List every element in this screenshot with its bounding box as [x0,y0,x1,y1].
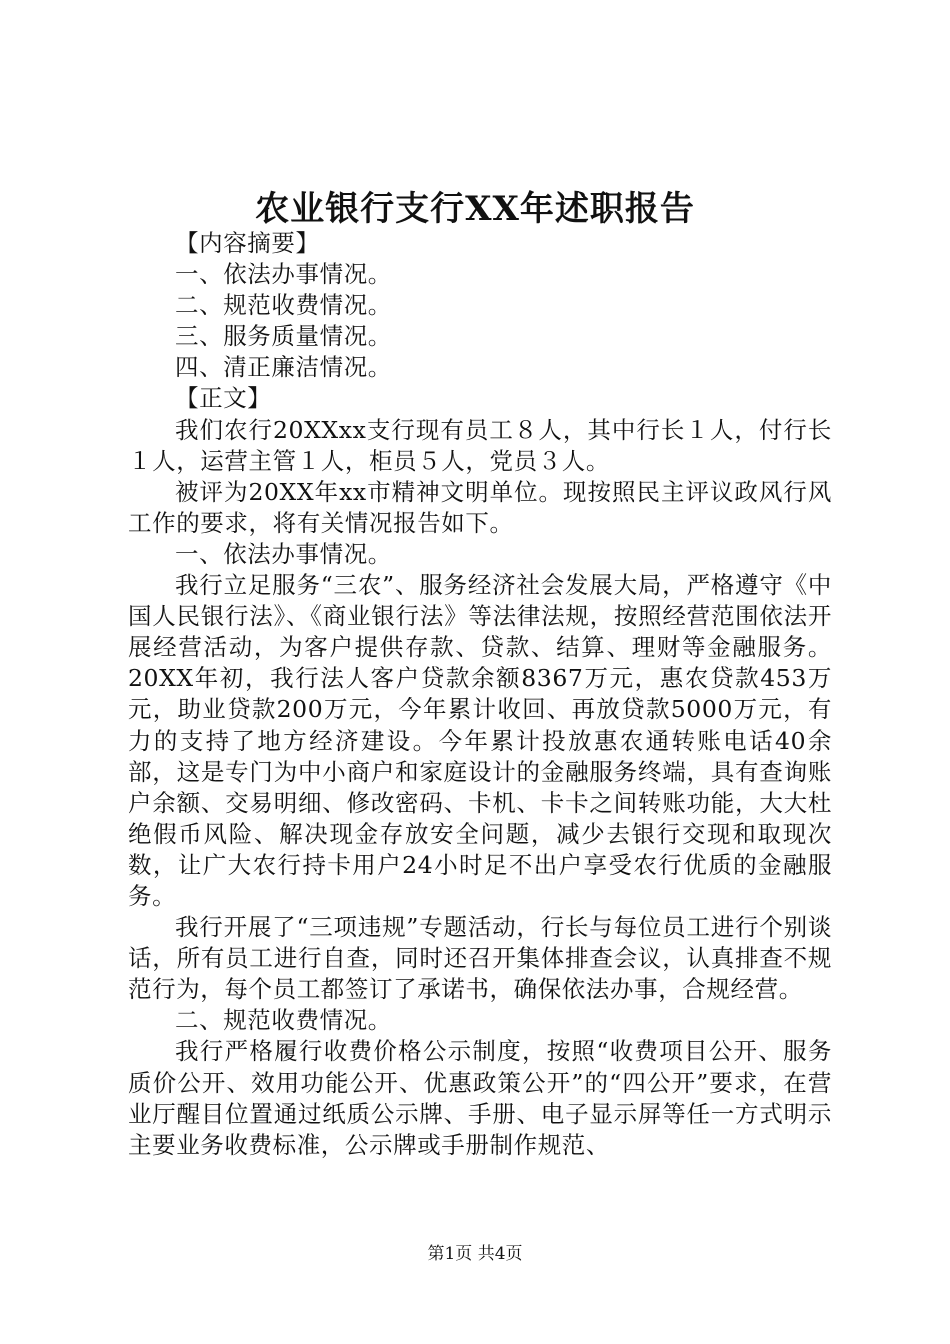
paragraph-staff: 我们农行20XXxx支行现有员工８人，其中行长１人，付行长１人，运营主管１人，柜员５人，党员３人。 [128,415,832,475]
paragraph-abstract-item-3: 三、服务质量情况。 [175,322,392,351]
section-heading-2: 二、规范收费情况。 [175,1006,392,1035]
document-title: 农业银行支行XX年述职报告 [255,189,695,229]
paragraph-abstract-item-2: 二、规范收费情况。 [175,291,392,320]
paragraph-abstract-item-1: 一、依法办事情况。 [175,260,392,289]
document-body [128,228,832,1161]
page-footer: 第1页 共4页 [427,1244,523,1264]
paragraph-award: 被评为20XX年xx市精神文明单位。现按照民主评议政风行风工作的要求，将有关情况报告如下。 [128,477,832,537]
paragraph-main-heading: 【正文】 [175,384,272,413]
section-heading-1: 一、依法办事情况。 [175,539,392,568]
paragraph-violations: 我行开展了“三项违规”专题活动，行长与每位员工进行个别谈话，所有员工进行自查，同时还召开集体排查会议，认真排查不规范行为，每个员工都签订了承诺书，确保依法办事，合规经营。 [128,913,832,1004]
paragraph-services: 我行立足服务“三农”、服务经济社会发展大局，严格遵守《中国人民银行法》、《商业银行法》等法律法规，按照经营范围依法开展经营活动，为客户提供存款、贷款、结算、理财等金融服务。20XX年初，我行法人客户贷款余额8367万元，惠农贷款453万元，助业贷款200万元，今年累计收回、再放贷款5000万元，有力的支持了地方经济建设。今年累计投放惠农通转账电话40余部，这是专门为中小商户和家庭设计的金融服务终端，具有查询账户余额、交易明细、修改密码、卡机、卡卡之间转账功能，大大杜绝假币风险、解决现金存放安全问题，减少去银行交现和取现次数，让广大农行持卡用户24小时足不出户享受农行优质的金融服务。 [128,571,832,910]
paragraph-abstract-heading: 【内容摘要】 [175,229,320,257]
paragraph-fees: 我行严格履行收费价格公示制度，按照“收费项目公开、服务质价公开、效用功能公开、优惠政策公开”的“四公开”要求，在营业厅醒目位置通过纸质公示牌、手册、电子显示屏等任一方式明示主要业务收费标准，公示牌或手册制作规范、 [128,1037,832,1159]
paragraph-abstract-item-4: 四、清正廉洁情况。 [175,353,392,382]
